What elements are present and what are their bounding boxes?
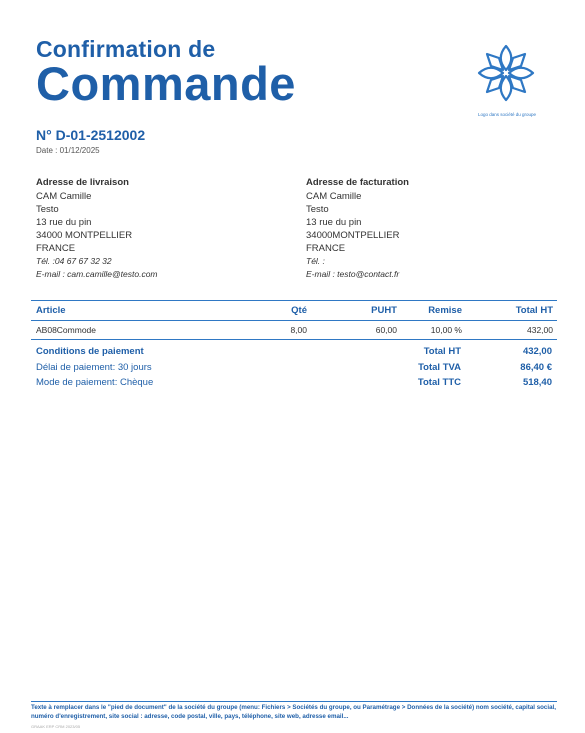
total-tva-value: 86,40 € (520, 361, 552, 373)
total-ttc-value: 518,40 (522, 377, 552, 388)
document-title-line2: Commande (36, 57, 296, 110)
delivery-heading: Adresse de livraison (36, 177, 129, 188)
delivery-email: E-mail : cam.camille@testo.com (36, 269, 158, 279)
delivery-name: CAM Camille (36, 191, 92, 202)
delivery-company: Testo (36, 204, 59, 215)
payment-mode: Mode de paiement: Chèque (36, 377, 154, 388)
total-tva-line (380, 360, 552, 376)
footer-text: Texte à remplacer dans le "pied de document" de la société du groupe (menu: Fichiers > Sociétés du groupe, ou Paramétrage > Données de la société) nom société, capital social, numéro d'enregistrement, site social : adresse, code postal, ville, pays, téléphone, site web, adresse email... (31, 704, 556, 720)
row-qte: 8,00 (290, 325, 307, 335)
delivery-street: 13 rue du pin (36, 217, 92, 228)
billing-heading: Adresse de facturation (306, 177, 409, 188)
billing-email: E-mail : testo@contact.fr (306, 269, 400, 279)
delivery-phone: Tél. :04 67 67 32 32 (36, 256, 112, 266)
totals-block (380, 344, 552, 391)
billing-company: Testo (306, 204, 329, 215)
payment-conditions (36, 344, 153, 391)
table-header (31, 300, 557, 321)
table-row (31, 321, 557, 340)
header-total-ht: Total HT (515, 305, 553, 316)
delivery-address (36, 176, 276, 281)
header-qte: Qté (291, 305, 307, 316)
logo-icon (473, 40, 539, 106)
order-lines-table (31, 300, 557, 340)
document-date: Date : 01/12/2025 (36, 146, 100, 155)
logo-caption: Logo dans société du groupe (477, 112, 537, 117)
total-ht-label: Total HT (423, 346, 461, 357)
delivery-city: 34000 MONTPELLIER (36, 230, 133, 241)
row-total-ht: 432,00 (527, 325, 553, 335)
footer-small-print: GRAAK ERP CRM 2023/05 (31, 724, 81, 729)
company-logo (468, 40, 546, 122)
conditions-heading: Conditions de paiement (36, 346, 144, 357)
total-ttc-line (380, 375, 552, 391)
payment-delay: Délai de paiement: 30 jours (36, 361, 152, 373)
billing-name: CAM Camille (306, 191, 362, 202)
footer-divider (31, 701, 557, 702)
billing-street: 13 rue du pin (306, 217, 362, 228)
total-ht-line (380, 344, 552, 360)
header-article: Article (36, 305, 66, 316)
row-puht: 60,00 (375, 325, 397, 335)
row-remise: 10,00 % (430, 325, 462, 335)
billing-phone: Tél. : (306, 256, 325, 266)
billing-country: FRANCE (306, 243, 346, 254)
total-ttc-label: Total TTC (417, 377, 461, 388)
header-remise: Remise (428, 305, 462, 316)
billing-address (306, 176, 546, 281)
total-ht-value: 432,00 (522, 346, 552, 357)
header-puht: PUHT (371, 305, 397, 316)
document-number: N° D-01-2512002 (36, 127, 146, 143)
row-article: AB08Commode (36, 325, 97, 335)
billing-city: 34000MONTPELLIER (306, 230, 400, 241)
document-title-line1: Confirmation de (36, 36, 216, 62)
delivery-country: FRANCE (36, 243, 76, 254)
total-tva-label: Total TVA (418, 361, 461, 373)
